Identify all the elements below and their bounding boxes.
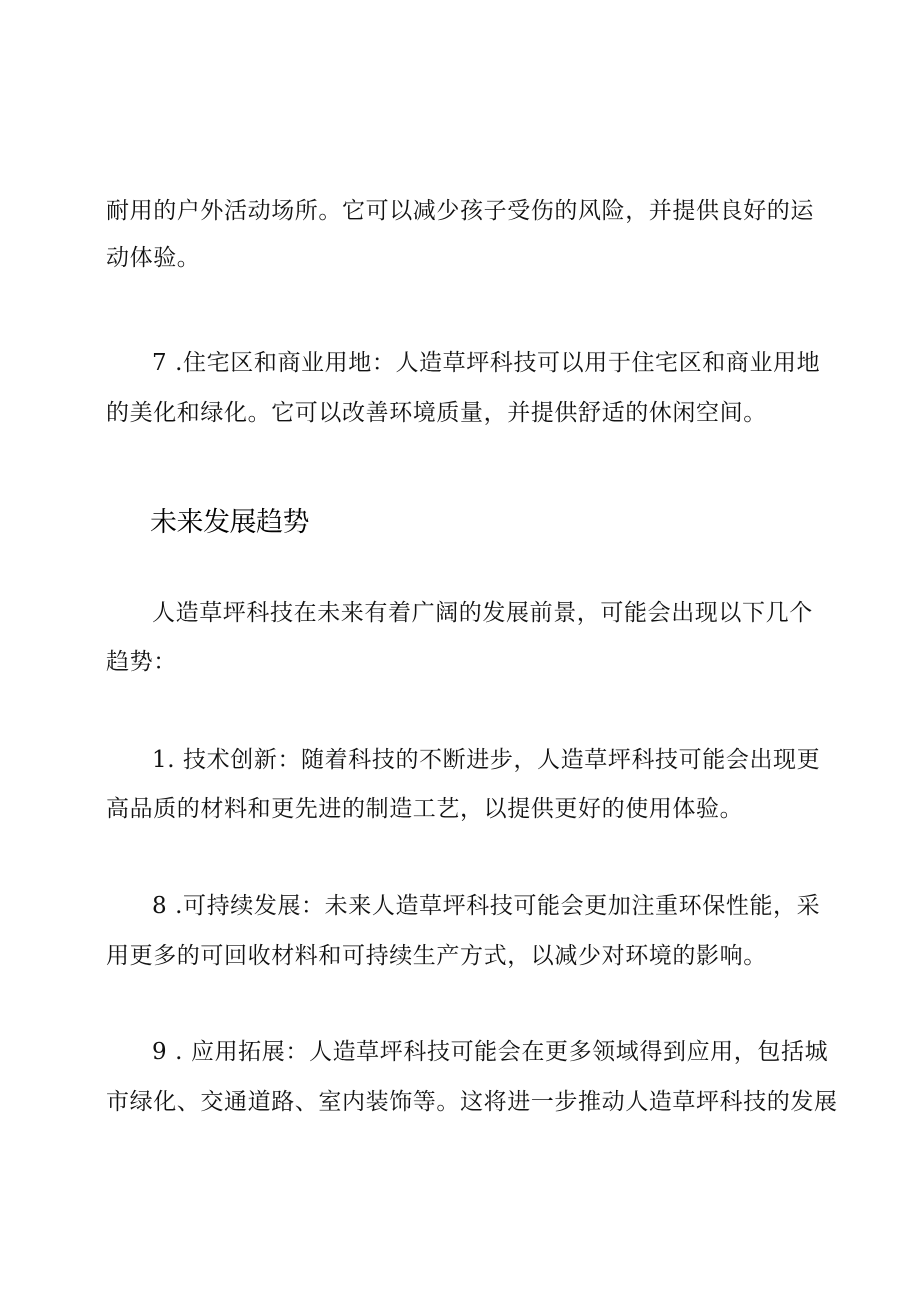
list-item-line: 1. 技术创新：随着科技的不断进步，人造草坪科技可能会出现更 bbox=[152, 747, 821, 773]
list-item-line: 8 .可持续发展：未来人造草坪科技可能会更加注重环保性能，采 bbox=[152, 893, 821, 919]
list-item-line: 9 . 应用拓展：人造草坪科技可能会在更多领域得到应用，包括城 bbox=[152, 1039, 829, 1065]
paragraph-line: 的美化和绿化。它可以改善环境质量，并提供舒适的休闲空间。 bbox=[106, 400, 767, 426]
paragraph-line: 趋势： bbox=[106, 649, 177, 675]
paragraph-line: 高品质的材料和更先进的制造工艺，以提供更好的使用体验。 bbox=[106, 796, 744, 822]
section-heading: 未来发展趋势 bbox=[150, 507, 309, 538]
paragraph-line: 耐用的户外活动场所。它可以减少孩子受伤的风险，并提供良好的运 bbox=[106, 198, 814, 224]
paragraph-line: 市绿化、交通道路、室内装饰等。这将进一步推动人造草坪科技的发展 bbox=[106, 1089, 838, 1115]
paragraph-line: 人造草坪科技在未来有着广阔的发展前景，可能会出现以下几个 bbox=[152, 600, 813, 626]
list-item-line: 7 .住宅区和商业用地：人造草坪科技可以用于住宅区和商业用地 bbox=[152, 350, 821, 376]
paragraph-line: 动体验。 bbox=[106, 245, 201, 271]
paragraph-line: 用更多的可回收材料和可持续生产方式，以减少对环境的影响。 bbox=[106, 943, 767, 969]
